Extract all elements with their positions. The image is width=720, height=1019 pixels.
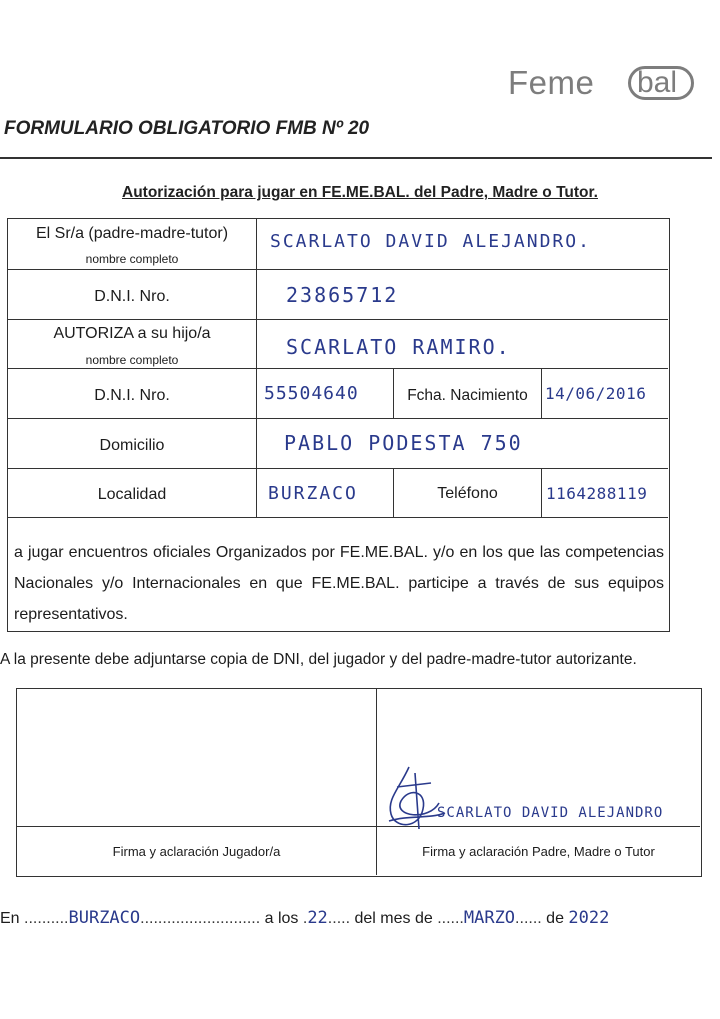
title-divider xyxy=(0,157,712,159)
row-divider xyxy=(17,826,700,827)
player-signature-label: Firma y aclaración Jugador/a xyxy=(112,844,281,859)
guardian-sublabel: nombre completo xyxy=(85,252,179,266)
guardian-signature-mark xyxy=(379,759,449,839)
footer-year-value: 2022 xyxy=(568,908,610,928)
row-divider xyxy=(8,418,668,419)
footer-place-value: BURZACO xyxy=(68,908,141,928)
authorization-title: Autorización para jugar en FE.ME.BAL. del Padre, Madre o Tutor. xyxy=(122,184,598,201)
guardian-signature-name: SCARLATO DAVID ALEJANDRO xyxy=(437,805,664,821)
attachment-note: A la presente debe adjuntarse copia de DNI, del jugador y del padre-madre-tutor autorizante. xyxy=(0,651,637,668)
child-label: AUTORIZA a su hijo/a xyxy=(53,325,211,342)
guardian-label: El Sr/a (padre-madre-tutor) xyxy=(35,225,229,242)
child-sublabel: nombre completo xyxy=(85,353,179,367)
logo-pill-text: bal xyxy=(637,66,678,99)
phone-label: Teléfono xyxy=(437,485,498,502)
city-label: Localidad xyxy=(97,486,167,503)
form-title: FORMULARIO OBLIGATORIO FMB Nº 20 xyxy=(4,118,370,139)
logo-pill xyxy=(628,66,694,100)
phone-value: 1164288119 xyxy=(546,484,648,503)
child-dni-label: D.N.I. Nro. xyxy=(94,387,170,404)
dotted-fill: . xyxy=(302,910,308,927)
logo-text: Feme xyxy=(508,64,595,101)
address-value: PABLO PODESTA 750 xyxy=(284,431,523,455)
birth-date-value: 14/06/2016 xyxy=(545,384,647,403)
guardian-dni-label: D.N.I. Nro. xyxy=(94,288,170,305)
child-name-value: SCARLATO RAMIRO. xyxy=(286,335,511,359)
femebal-logo xyxy=(508,62,698,106)
row-divider xyxy=(8,319,668,320)
dotted-fill: .......... xyxy=(24,910,69,927)
column-divider xyxy=(541,368,542,418)
footer-en-label: En xyxy=(0,910,20,927)
authorization-form-table xyxy=(7,218,670,632)
footer-day-value: 22 xyxy=(307,908,328,928)
footer-month-value: MARZO xyxy=(463,908,516,928)
dotted-fill: ........................... xyxy=(140,910,265,927)
row-divider xyxy=(8,517,668,518)
column-divider xyxy=(256,219,257,517)
dotted-fill: ...... xyxy=(437,910,464,927)
column-divider xyxy=(541,468,542,517)
date-place-line xyxy=(0,908,609,928)
birth-date-label: Fcha. Nacimiento xyxy=(407,387,528,404)
signature-table xyxy=(16,688,702,877)
guardian-dni-value: 23865712 xyxy=(286,283,399,307)
footer-year-label: de xyxy=(546,910,564,927)
footer-month-label: del mes de xyxy=(354,910,433,927)
guardian-name-value: SCARLATO DAVID ALEJANDRO. xyxy=(270,231,591,252)
row-divider xyxy=(8,269,668,270)
row-divider xyxy=(8,468,668,469)
footer-day-label: a los xyxy=(264,910,299,927)
dotted-fill: ..... xyxy=(327,910,355,927)
authorization-notice: a jugar encuentros oficiales Organizados por FE.ME.BAL. y/o en los que las competencias Nacionales y/o Internacionales en que FE.ME.BAL. participe a través de sus equipos representativos. xyxy=(14,544,664,623)
guardian-signature-label: Firma y aclaración Padre, Madre o Tutor xyxy=(422,844,655,859)
dotted-fill: ...... xyxy=(515,910,547,927)
child-dni-value: 55504640 xyxy=(264,383,359,404)
address-label: Domicilio xyxy=(99,437,165,454)
row-divider xyxy=(8,368,668,369)
city-value: BURZACO xyxy=(268,483,358,504)
